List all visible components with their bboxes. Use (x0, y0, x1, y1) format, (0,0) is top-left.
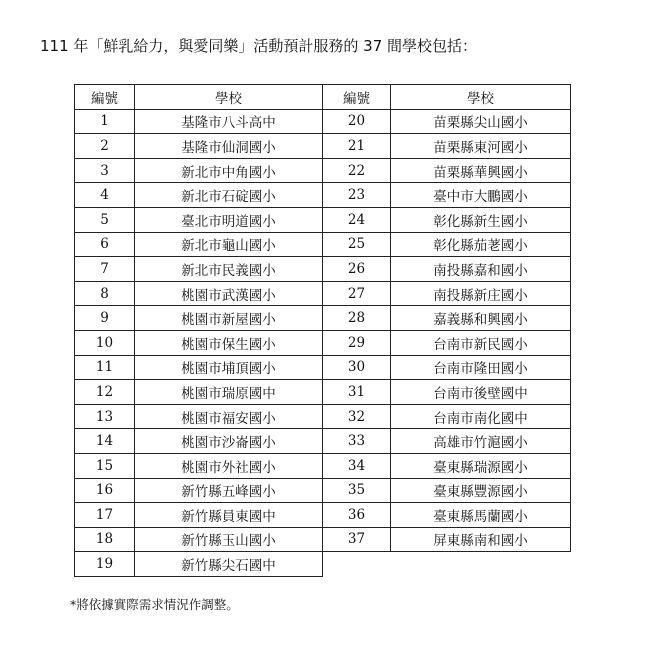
school-name: 台南市後壁國中 (391, 380, 571, 405)
table-row (323, 257, 571, 282)
table-row (75, 453, 323, 478)
school-number: 37 (323, 527, 391, 552)
table-row (323, 330, 571, 355)
school-number: 29 (323, 330, 391, 355)
footnote: *將依據實際需求情況作調整。 (70, 597, 239, 612)
header-number: 編號 (75, 85, 135, 110)
school-number: 16 (75, 478, 135, 503)
school-number: 22 (323, 158, 391, 183)
table-row (75, 183, 323, 208)
school-number: 26 (323, 257, 391, 282)
table-row (323, 503, 571, 528)
school-number: 28 (323, 306, 391, 331)
school-number: 21 (323, 134, 391, 159)
school-name: 彰化縣茄荖國小 (391, 232, 571, 257)
school-number: 5 (75, 207, 135, 232)
school-number: 7 (75, 257, 135, 282)
school-name: 桃園市福安國小 (135, 404, 323, 429)
school-name: 桃園市瑞原國中 (135, 380, 323, 405)
school-name: 苗栗縣華興國小 (391, 158, 571, 183)
table-row (323, 527, 571, 552)
table-row (75, 429, 323, 454)
school-name: 臺中市大鵬國小 (391, 183, 571, 208)
table-row (75, 404, 323, 429)
table-row (323, 453, 571, 478)
school-name: 新北市石碇國小 (135, 183, 323, 208)
school-number: 30 (323, 355, 391, 380)
table-row (75, 503, 323, 528)
table-row (75, 380, 323, 405)
school-name: 新竹縣玉山國小 (135, 527, 323, 552)
school-name: 臺東縣馬蘭國小 (391, 503, 571, 528)
school-name: 臺北市明道國小 (135, 207, 323, 232)
school-number: 14 (75, 429, 135, 454)
table-row (75, 134, 323, 159)
school-name: 苗栗縣東河國小 (391, 134, 571, 159)
table-row (323, 404, 571, 429)
school-name: 基隆市八斗高中 (135, 109, 323, 134)
table-row (75, 478, 323, 503)
school-name: 南投縣新庄國小 (391, 281, 571, 306)
table-row (323, 158, 571, 183)
table-row (323, 306, 571, 331)
school-table-left (74, 84, 323, 577)
school-name: 桃園市沙崙國小 (135, 429, 323, 454)
school-number: 1 (75, 109, 135, 134)
school-name: 台南市新民國小 (391, 330, 571, 355)
table-row (75, 355, 323, 380)
school-name: 基隆市仙洞國小 (135, 134, 323, 159)
table-row (75, 207, 323, 232)
table-row (75, 257, 323, 282)
school-number: 13 (75, 404, 135, 429)
table-row (75, 232, 323, 257)
school-table-right (322, 84, 571, 552)
school-number: 25 (323, 232, 391, 257)
school-name: 台南市隆田國小 (391, 355, 571, 380)
header-school: 學校 (135, 85, 323, 110)
school-name: 屏東縣南和國小 (391, 527, 571, 552)
table-row (323, 478, 571, 503)
school-number: 31 (323, 380, 391, 405)
table-row (75, 306, 323, 331)
school-number: 18 (75, 527, 135, 552)
school-number: 19 (75, 552, 135, 577)
school-number: 12 (75, 380, 135, 405)
table-row (323, 183, 571, 208)
school-name: 臺東縣瑞源國小 (391, 453, 571, 478)
table-header-row (323, 85, 571, 110)
school-name: 新北市民義國小 (135, 257, 323, 282)
school-number: 24 (323, 207, 391, 232)
header-number: 編號 (323, 85, 391, 110)
school-name: 新竹縣員東國中 (135, 503, 323, 528)
school-number: 20 (323, 109, 391, 134)
school-number: 15 (75, 453, 135, 478)
header-school: 學校 (391, 85, 571, 110)
school-name: 新竹縣五峰國小 (135, 478, 323, 503)
school-name: 南投縣嘉和國小 (391, 257, 571, 282)
school-number: 4 (75, 183, 135, 208)
school-name: 台南市南化國中 (391, 404, 571, 429)
school-number: 23 (323, 183, 391, 208)
school-name: 嘉義縣和興國小 (391, 306, 571, 331)
school-number: 9 (75, 306, 135, 331)
school-name: 彰化縣新生國小 (391, 207, 571, 232)
school-number: 27 (323, 281, 391, 306)
school-name: 苗栗縣尖山國小 (391, 109, 571, 134)
table-row (323, 281, 571, 306)
table-row (323, 207, 571, 232)
school-name: 臺東縣豐源國小 (391, 478, 571, 503)
school-number: 33 (323, 429, 391, 454)
school-number: 6 (75, 232, 135, 257)
table-row (323, 355, 571, 380)
table-row (75, 527, 323, 552)
school-name: 桃園市武漢國小 (135, 281, 323, 306)
page-heading: 111 年「鮮乳給力，與愛同樂」活動預計服務的 37 間學校包括： (40, 37, 478, 55)
school-number: 35 (323, 478, 391, 503)
school-number: 10 (75, 330, 135, 355)
school-number: 3 (75, 158, 135, 183)
table-row (75, 281, 323, 306)
school-number: 34 (323, 453, 391, 478)
table-row (75, 552, 323, 577)
table-row (323, 232, 571, 257)
table-row (323, 134, 571, 159)
table-row (323, 109, 571, 134)
table-row (323, 380, 571, 405)
school-number: 36 (323, 503, 391, 528)
school-name: 桃園市保生國小 (135, 330, 323, 355)
school-name: 新竹縣尖石國中 (135, 552, 323, 577)
school-number: 32 (323, 404, 391, 429)
table-header-row (75, 85, 323, 110)
table-row (75, 330, 323, 355)
school-number: 2 (75, 134, 135, 159)
school-name: 桃園市外社國小 (135, 453, 323, 478)
school-name: 新北市中角國小 (135, 158, 323, 183)
school-name: 新北市龜山國小 (135, 232, 323, 257)
school-name: 桃園市新屋國小 (135, 306, 323, 331)
school-number: 11 (75, 355, 135, 380)
school-name: 桃園市埔頂國小 (135, 355, 323, 380)
table-row (75, 109, 323, 134)
table-row (75, 158, 323, 183)
school-number: 17 (75, 503, 135, 528)
school-name: 高雄市竹滬國小 (391, 429, 571, 454)
school-number: 8 (75, 281, 135, 306)
table-row (323, 429, 571, 454)
